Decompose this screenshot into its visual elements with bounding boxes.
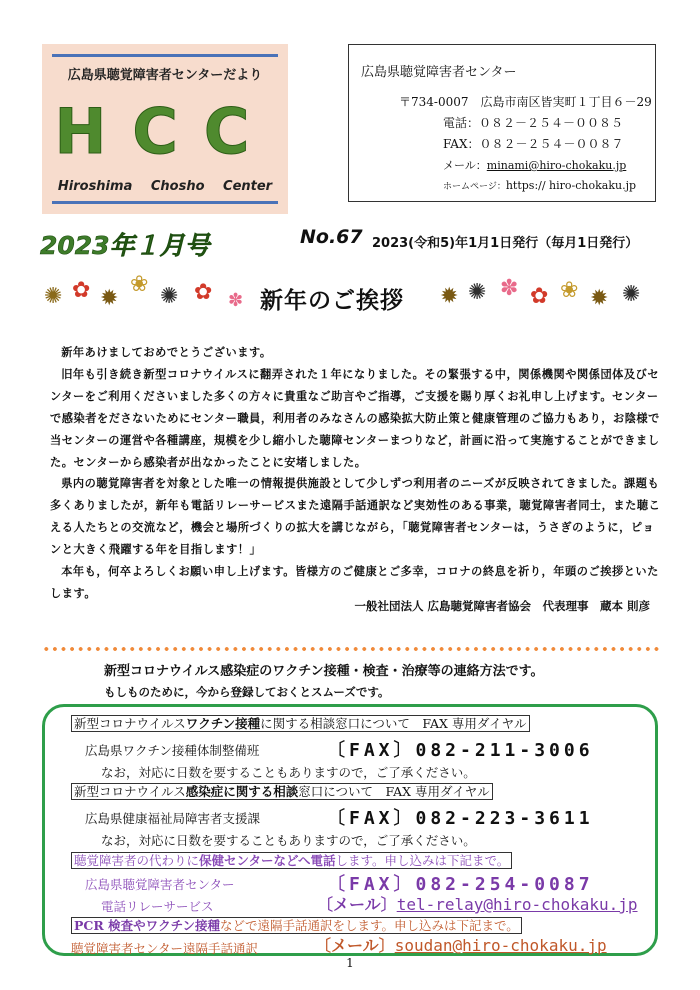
pine-ornament-icon: ✹ bbox=[440, 284, 459, 309]
new-year-banner bbox=[44, 272, 660, 324]
mail-link[interactable]: minami@hiro-chokaku.jp bbox=[486, 159, 627, 172]
plum-blossom-icon: ❀ bbox=[130, 272, 149, 297]
pine-ornament-icon: ✺ bbox=[160, 284, 179, 309]
heading-text: 聴覚障害者の代わりに bbox=[74, 853, 200, 868]
remote-mail-row bbox=[315, 933, 607, 956]
contact-box bbox=[42, 704, 658, 956]
mail-label: メール： bbox=[443, 159, 487, 172]
postal-address: 〒734-0007 広島市南区皆実町１丁目６－29 bbox=[399, 95, 652, 109]
mail-row bbox=[443, 157, 626, 173]
pine-ornament-icon: ✹ bbox=[100, 286, 119, 311]
issue-date: 2023(令和5)年1月1日発行（毎月1日発行） bbox=[372, 236, 639, 251]
note-text: なお，対応に日数を要することもありますので，ご了承ください。 bbox=[101, 833, 476, 848]
remote-mail-link[interactable]: soudan@hiro-chokaku.jp bbox=[394, 936, 607, 955]
web-label: ホームページ： bbox=[443, 182, 506, 192]
infection-office: 広島県健康福祉局障害者支援課 bbox=[85, 811, 261, 826]
plum-blossom-icon: ✿ bbox=[72, 278, 91, 303]
heading-bold: 感染症に関する相談 bbox=[185, 784, 299, 799]
heading-text: 新型コロナウイルス bbox=[74, 784, 186, 799]
page-number: 1 bbox=[346, 956, 354, 970]
heading-text: などで遠隔手話通訳をします。申し込みは下記まで。 bbox=[219, 918, 519, 933]
newsletter-logo bbox=[42, 44, 288, 214]
flower-icon: ✽ bbox=[500, 276, 519, 301]
org-name: 広島県聴覚障害者センター bbox=[361, 65, 517, 80]
heading-text: 窓口について FAX 専用ダイヤル bbox=[298, 784, 490, 799]
greeting-paragraph: 県内の聴覚障害者を対象とした唯一の情報提供施設として少しずつ利用者のニーズが反映されてきました。課題も多くありましたが，新年も電話リレーサービスまた遠隔手話通訳など実効性のある事業，聴覚障害者同士，また聴こえる人たちとの交流など，機会と場所づくりの拡大を講じながら，「聴覚障害者センターは，うさぎのように，ピョンと大きく飛躍する年を目指します！」 bbox=[50, 477, 661, 557]
heading-vaccine bbox=[71, 715, 530, 733]
fax-number: FAX：０８２－２５４－００８７ bbox=[443, 137, 624, 151]
pine-ornament-icon: ✺ bbox=[622, 282, 641, 307]
banner-title: 新年のご挨拶 bbox=[260, 288, 404, 314]
vaccine-fax: 〔FAX〕082-211-3006 bbox=[327, 740, 594, 761]
relay-mail-link[interactable]: tel-relay@hiro-chokaku.jp bbox=[396, 895, 638, 914]
greeting-paragraph: 旧年も引き続き新型コロナウイルスに翻弄された１年になりました。その緊張する中，関係機関や関係団体及びセンターをご利用くださいました多くの方々に貴重なご助言やご指導，ご支援を賜り厚くお礼申し上げます。センターで感染者をださないためにセンター職員，利用者のみなさんの感染拡大防止策と健康管理のご協力もあり，お陰様で当センターの運営や各種講座，規模を少し縮小した聴障センターまつりなど，計画に沿って実施することができました。センターから感染者が出なかったことに安堵しました。 bbox=[50, 367, 660, 469]
heading-phone-proxy bbox=[71, 852, 512, 870]
plum-blossom-icon: ✿ bbox=[530, 284, 549, 309]
pine-ornament-icon: ✺ bbox=[44, 284, 63, 309]
pine-ornament-icon: ✺ bbox=[468, 280, 487, 305]
flower-icon: ✽ bbox=[228, 290, 244, 311]
heading-bold: ワクチン接種 bbox=[185, 716, 261, 731]
contact-intro-1: 新型コロナウイルス感染症のワクチン接種・検査・治療等の連絡方法です。 bbox=[104, 664, 544, 679]
issue-number: No.67 bbox=[300, 226, 363, 248]
web-link[interactable]: https:// hiro-chokaku.jp bbox=[505, 179, 637, 192]
greeting-text bbox=[50, 342, 662, 605]
heading-infection bbox=[71, 783, 493, 801]
logo-english: Hiroshima Chosho Center bbox=[57, 179, 273, 194]
heading-text: します。申し込みは下記まで。 bbox=[335, 853, 510, 868]
center-fax: 〔FAX〕082-254-0087 bbox=[327, 874, 594, 895]
relay-mail-row bbox=[317, 892, 638, 915]
pine-ornament-icon: ✹ bbox=[590, 286, 609, 311]
plum-blossom-icon: ❀ bbox=[560, 278, 579, 303]
logo-hcc: HCC bbox=[54, 95, 276, 168]
dotted-divider bbox=[42, 647, 660, 651]
address-box bbox=[348, 44, 656, 202]
logo-subtitle: 広島県聴覚障害者センターだより bbox=[67, 68, 263, 83]
vaccine-office: 広島県ワクチン接種体制整備班 bbox=[85, 743, 260, 758]
contact-intro-2: もしものために，今から登録しておくとスムーズです。 bbox=[104, 685, 390, 699]
heading-text: 新型コロナウイルス bbox=[74, 716, 186, 731]
logo-bottom-rule bbox=[52, 201, 278, 204]
infection-fax: 〔FAX〕082-223-3611 bbox=[327, 808, 594, 829]
center-name: 広島県聴覚障害者センター bbox=[85, 877, 235, 892]
relay-service: 電話リレーサービス bbox=[101, 899, 214, 914]
greeting-paragraph: 新年あけましておめでとうございます。 bbox=[61, 346, 272, 359]
tel-number: 電話：０８２－２５４－００８５ bbox=[443, 116, 624, 130]
heading-bold: 保健センターなどへ電話 bbox=[199, 853, 336, 868]
signature: 一般社団法人 広島聴覚障害者協会 代表理事 蔵本 則彦 bbox=[354, 599, 650, 613]
mail-label: 〔メール〕 bbox=[317, 895, 397, 914]
note-text: なお，対応に日数を要することもありますので，ご了承ください。 bbox=[101, 765, 476, 780]
web-row bbox=[443, 179, 636, 192]
heading-text: に関する相談窓口について FAX 専用ダイヤル bbox=[260, 716, 527, 731]
greeting-paragraph: 本年も，何卒よろしくお願い申し上げます。皆様方のご健康とご多幸，コロナの終息を祈り，年頭のご挨拶といたします。 bbox=[50, 565, 659, 600]
mail-label: 〔メール〕 bbox=[315, 936, 395, 955]
logo-top-rule bbox=[52, 54, 278, 57]
plum-blossom-icon: ✿ bbox=[194, 280, 213, 305]
issue-month: 2023年１月号 bbox=[40, 231, 210, 260]
heading-bold: PCR 検査やワクチン接種 bbox=[74, 918, 220, 933]
remote-interpret-name: 聴覚障害者センター遠隔手話通訳 bbox=[71, 941, 259, 956]
